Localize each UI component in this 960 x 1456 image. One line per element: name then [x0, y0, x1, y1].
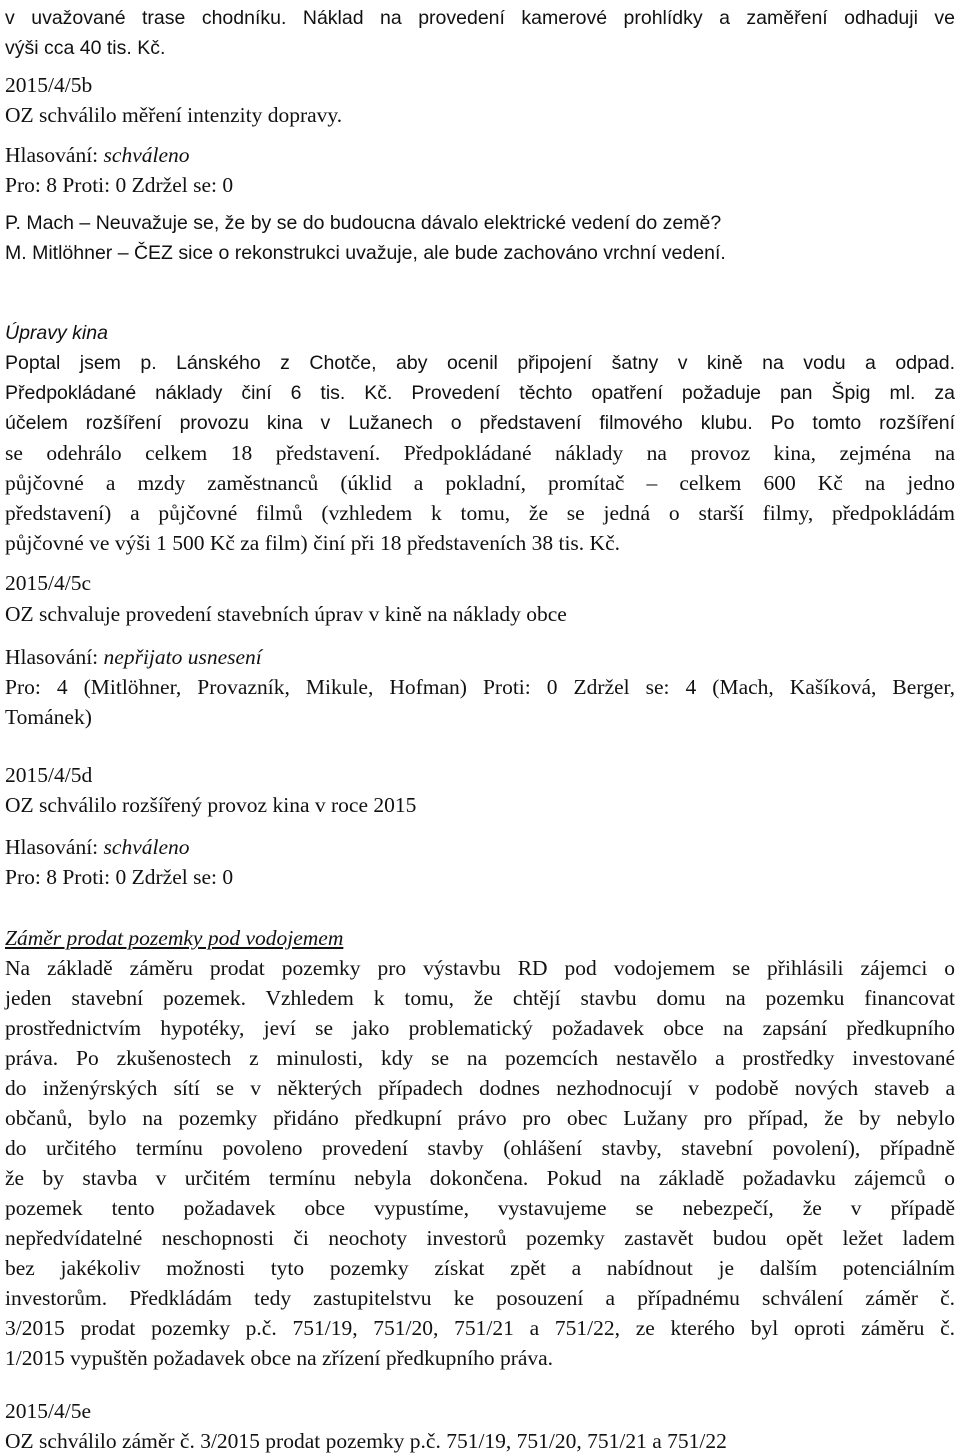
- text-line: účelem rozšíření provozu kina v Lužanech o představení filmového klubu. Po tomto rozšíření: [5, 412, 955, 434]
- vote-label: Hlasování:: [5, 645, 104, 669]
- text-line: půjčovné ve výši 1 500 Kč za film) činí při 18 představeních 38 tis. Kč.: [5, 531, 620, 555]
- text-line: občanů, bylo na pozemky přidáno předkupní právo pro obec Lužany pro případ, že by nebylo: [5, 1106, 955, 1130]
- vote-outcome: nepřijato usnesení: [103, 645, 262, 669]
- text-line: Na základě záměru prodat pozemky pro výstavbu RD pod vodojemem se přihlásili zájemci o: [5, 956, 955, 980]
- text-line: Předpokládané náklady činí 6 tis. Kč. Provedení těchto opatření požaduje pan Špig ml. za: [5, 382, 955, 404]
- text-line: investorům. Předkládám tedy zastupitelstvu ke posouzení a případnému schválení záměr č.: [5, 1286, 955, 1310]
- text-line: pozemek tento požadavek obce vypustíme, vystavujeme se nebezpečí, že v případě: [5, 1196, 955, 1220]
- vote-result: [5, 642, 262, 672]
- discussion-line: M. Mitlöhner – ČEZ sice o rekonstrukci uvažuje, ale bude zachováno vrchní vedení.: [5, 242, 726, 264]
- vote-result: [5, 140, 190, 170]
- text-line: v uvažované trase chodníku. Náklad na provedení kamerové prohlídky a zaměření odhaduji ve: [5, 7, 955, 29]
- discussion-line: P. Mach – Neuvažuje se, že by se do budoucna dávalo elektrické vedení do země?: [5, 212, 722, 234]
- text-line: 3/2015 prodat pozemky p.č. 751/19, 751/20, 751/21 a 751/22, ze kterého byl oproti záměru č.: [5, 1316, 955, 1340]
- resolution-text: OZ schválilo záměr č. 3/2015 prodat pozemky p.č. 751/19, 751/20, 751/21 a 751/22: [5, 1429, 727, 1453]
- text-line: půjčovné a mzdy zaměstnanců (úklid a pokladní, promítač – celkem 600 Kč na jedno: [5, 471, 955, 495]
- text-line: že by stavba v určitém termínu nebyla dokončena. Pokud na základě požadavku zájemců o: [5, 1166, 955, 1190]
- vote-counts: Pro: 8 Proti: 0 Zdržel se: 0: [5, 173, 234, 197]
- vote-outcome: schváleno: [103, 143, 190, 167]
- vote-label: Hlasování:: [5, 835, 104, 859]
- vote-label: Hlasování:: [5, 143, 104, 167]
- text-line: do určitého termínu povoleno provedení stavby (ohlášení stavby, stavební povolení), případně: [5, 1136, 955, 1160]
- resolution-number: 2015/4/5d: [5, 763, 93, 787]
- resolution-number: 2015/4/5e: [5, 1399, 91, 1423]
- text-line: do inženýrských sítí se v některých případech dodnes nezhodnocují v podobě nových staveb a: [5, 1076, 955, 1100]
- text-line: představení) a půjčovné filmů (vzhledem k tomu, že se jedná o starší filmy, předpokládám: [5, 501, 955, 525]
- vote-counts: Pro: 4 (Mitlöhner, Provazník, Mikule, Hofman) Proti: 0 Zdržel se: 4 (Mach, Kašíková, Berger,: [5, 675, 955, 699]
- text-line: bez jakékoliv možnosti tyto pozemky získat zpět a nabídnout je dalším potenciálním: [5, 1256, 955, 1280]
- resolution-number: 2015/4/5c: [5, 571, 91, 595]
- text-line: prostřednictvím hypotéky, jeví se jako problematický požadavek obce na zapsání předkupního: [5, 1016, 955, 1040]
- text-line: nepředvídatelné neschopnosti či neochoty investorů pozemky zastavět budou opět ležet ladem: [5, 1226, 955, 1250]
- vote-result: [5, 832, 190, 862]
- resolution-text: OZ schválilo rozšířený provoz kina v roce 2015: [5, 793, 417, 817]
- section-heading: Záměr prodat pozemky pod vodojemem: [5, 926, 344, 950]
- text-line: Poptal jsem p. Lánského z Chotče, aby ocenil připojení šatny v kině na vodu a odpad.: [5, 352, 955, 374]
- resolution-number: 2015/4/5b: [5, 73, 93, 97]
- vote-outcome: schváleno: [103, 835, 190, 859]
- resolution-text: OZ schvaluje provedení stavebních úprav v kině na náklady obce: [5, 602, 567, 626]
- text-line: práva. Po zkušenostech z minulosti, kdy se na pozemcích nestavělo a prostředky investované: [5, 1046, 955, 1070]
- text-line: jeden stavební pozemek. Vzhledem k tomu, že chtějí stavbu domu na pozemku financovat: [5, 986, 955, 1010]
- section-heading: Úpravy kina: [5, 322, 108, 344]
- vote-counts: Pro: 8 Proti: 0 Zdržel se: 0: [5, 865, 234, 889]
- vote-counts: Tománek): [5, 705, 92, 729]
- text-line: se odehrálo celkem 18 představení. Předpokládané náklady na provoz kina, zejména na: [5, 441, 955, 465]
- resolution-text: OZ schválilo měření intenzity dopravy.: [5, 103, 343, 127]
- text-line: výši cca 40 tis. Kč.: [5, 37, 166, 59]
- text-line: 1/2015 vypuštěn požadavek obce na zřízení předkupního práva.: [5, 1346, 554, 1370]
